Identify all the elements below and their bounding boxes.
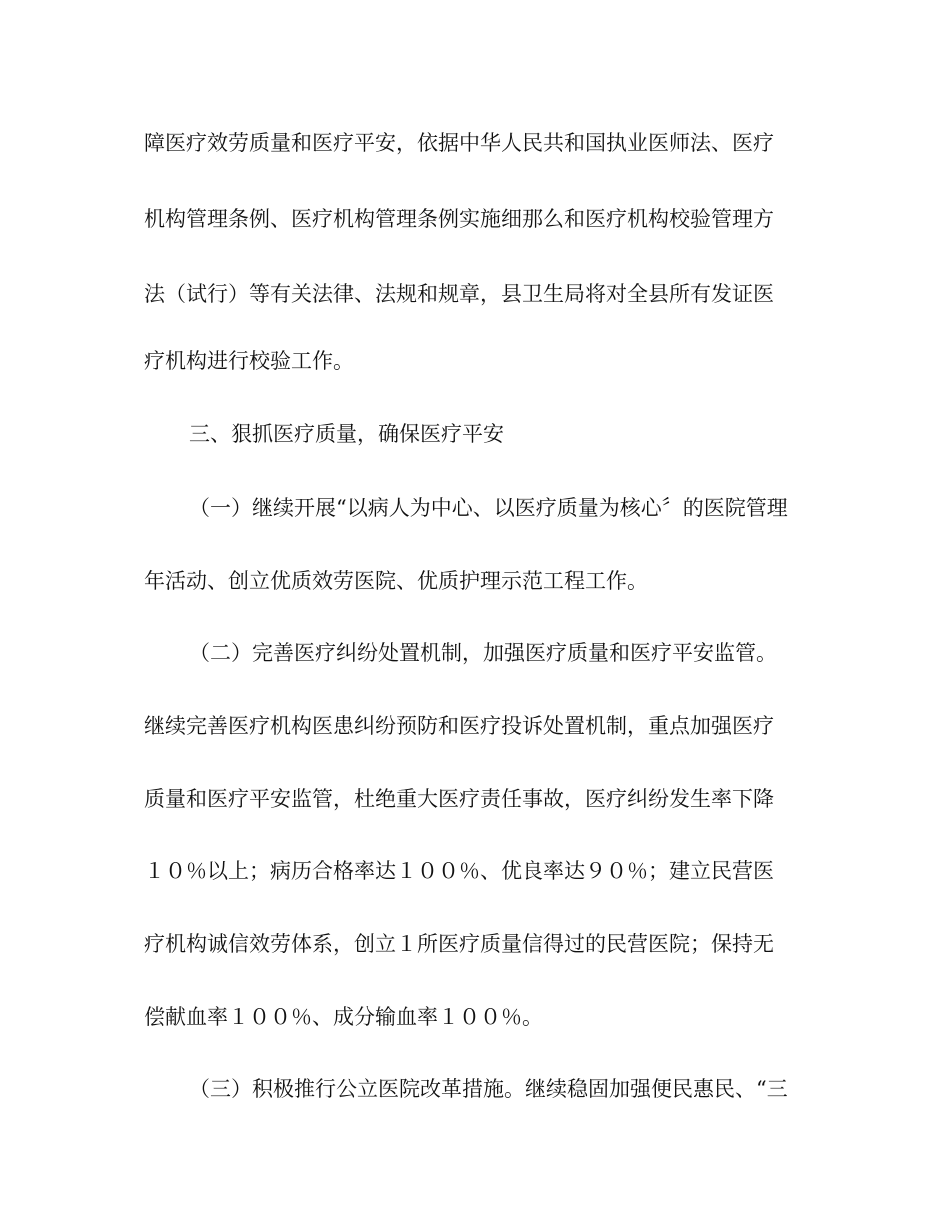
- paragraph-line: （一）继续开展“以病人为中心、以医疗质量为核心〞的医院管理: [189, 496, 788, 520]
- paragraph-line: 障医疗效劳质量和医疗平安，依据中华人民共和国执业医师法、医疗: [144, 131, 774, 155]
- paragraph-line: 法（试行）等有关法律、法规和规章，县卫生局将对全县所有发证医: [144, 282, 774, 306]
- paragraph-line: 机构管理条例、医疗机构管理条例实施细那么和医疗机构校验管理方: [144, 207, 774, 231]
- paragraph-line: 疗机构诚信效劳体系，创立１所医疗质量信得过的民营医院；保持无: [144, 932, 774, 956]
- paragraph-line: 年活动、创立优质效劳医院、优质护理示范工程工作。: [144, 569, 648, 593]
- section-heading: 三、狠抓医疗质量，确保医疗平安: [189, 422, 504, 446]
- paragraph-line: 继续完善医疗机构医患纠纷预防和医疗投诉处置机制，重点加强医疗: [144, 714, 774, 738]
- paragraph-line: （三）积极推行公立医院改革措施。继续稳固加强便民惠民、“三: [189, 1077, 788, 1101]
- paragraph-line: 偿献血率１００％、成分输血率１００％。: [144, 1005, 543, 1029]
- paragraph-line: 疗机构进行校验工作。: [144, 349, 354, 373]
- paragraph-line: １０％以上；病历合格率达１００％、优良率达９０％；建立民营医: [144, 859, 774, 883]
- paragraph-line: 质量和医疗平安监管，杜绝重大医疗责任事故，医疗纠纷发生率下降: [144, 787, 774, 811]
- paragraph-line: （二）完善医疗纠纷处置机制，加强医疗质量和医疗平安监管。: [189, 641, 777, 665]
